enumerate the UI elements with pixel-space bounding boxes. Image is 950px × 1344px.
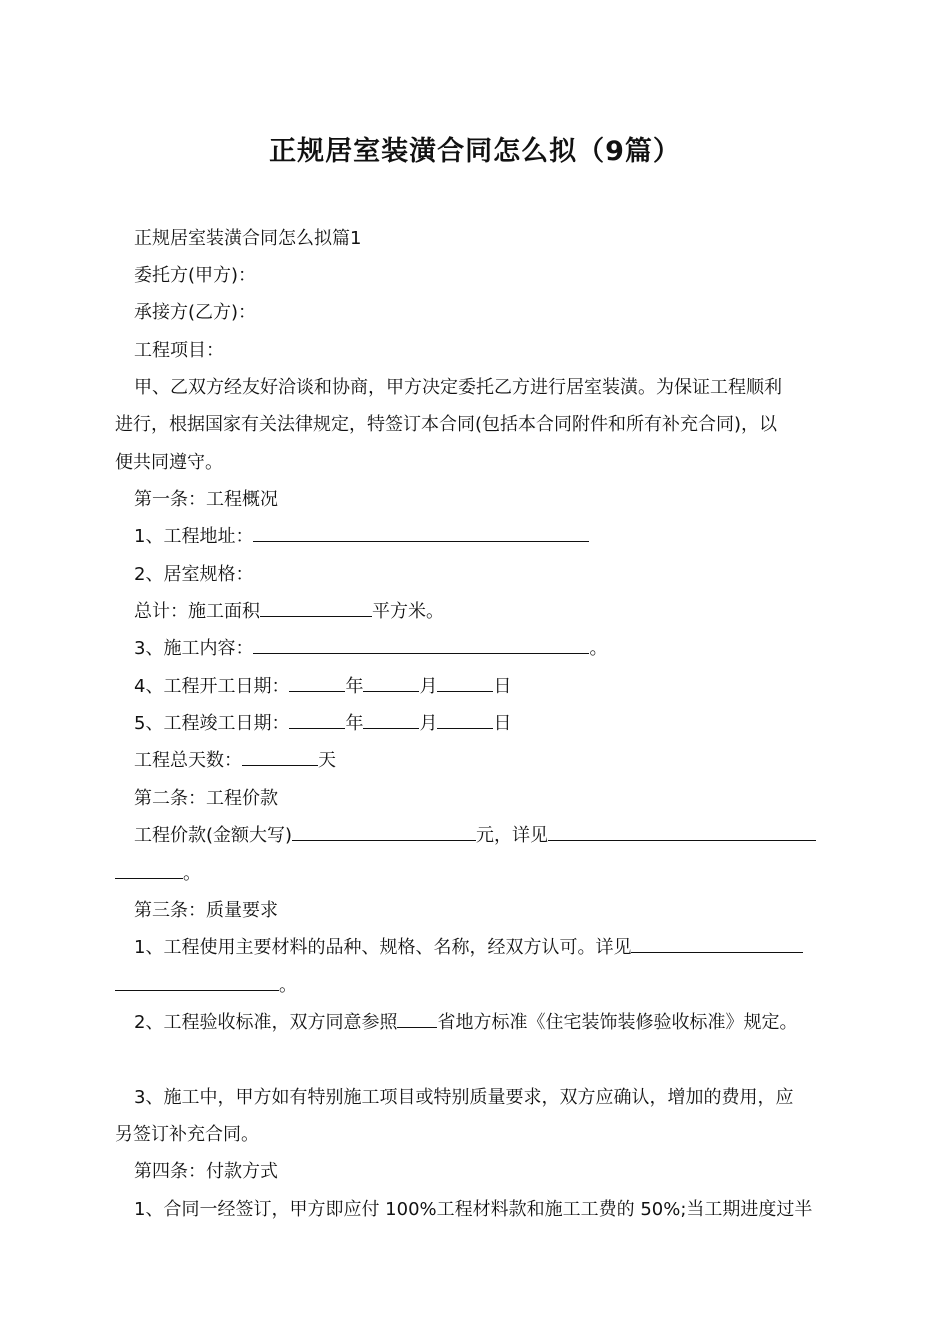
price-label: 工程价款(金额大写) — [134, 825, 293, 846]
price-detail-blank — [548, 823, 816, 841]
article-1-heading: 第一条：工程概况 — [134, 489, 278, 510]
start-date-line — [134, 674, 511, 700]
materials-line-continued — [115, 973, 297, 999]
end-year-blank — [289, 711, 345, 729]
day-label: 日 — [493, 676, 512, 697]
start-year-blank — [289, 674, 345, 692]
month-label: 月 — [419, 713, 438, 734]
area-blank — [260, 599, 372, 617]
total-area-label: 总计：施工面积 — [134, 601, 260, 622]
total-days-line — [134, 748, 336, 774]
province-blank — [397, 1010, 437, 1028]
materials-text: 1、工程使用主要材料的品种、规格、名称，经双方认可。详见 — [134, 937, 632, 958]
work-content-line — [134, 636, 607, 662]
address-blank — [253, 524, 589, 542]
intro-paragraph-line-3: 便共同遵守。 — [115, 452, 223, 473]
price-detail-blank-continued — [115, 861, 183, 879]
end-date-line — [134, 711, 511, 737]
section-heading: 正规居室装潢合同怎么拟篇1 — [134, 228, 362, 249]
end-month-blank — [363, 711, 419, 729]
total-area-line — [134, 599, 444, 625]
article-2-heading: 第二条：工程价款 — [134, 788, 278, 809]
start-date-label: 4、工程开工日期： — [134, 676, 290, 697]
materials-end: 。 — [279, 975, 297, 996]
price-amount-blank — [292, 823, 476, 841]
special-items-line-2: 另签订补充合同。 — [115, 1124, 259, 1145]
intro-paragraph-line-2: 进行，根据国家有关法律规定，特签订本合同(包括本合同附件和所有补充合同)，以 — [115, 414, 778, 435]
materials-line — [134, 935, 803, 961]
start-month-blank — [363, 674, 419, 692]
price-see: 元，详见 — [476, 825, 549, 846]
end-date-label: 5、工程竣工日期： — [134, 713, 290, 734]
acceptance-text-2: 省地方标准《住宅装饰装修验收标准》规定。 — [437, 1012, 798, 1033]
total-days-label: 工程总天数： — [134, 750, 242, 771]
price-end: 。 — [183, 863, 201, 884]
room-spec-line: 2、居室规格： — [134, 564, 254, 585]
area-unit: 平方米。 — [372, 601, 444, 622]
project-line: 工程项目： — [134, 340, 224, 361]
day-label: 日 — [493, 713, 512, 734]
intro-paragraph-line-1: 甲、乙双方经友好洽谈和协商，甲方决定委托乙方进行居室装潢。为保证工程顺利 — [134, 377, 782, 398]
address-label: 1、工程地址： — [134, 526, 254, 547]
price-line — [134, 823, 816, 849]
special-items-line-1: 3、施工中，甲方如有特别施工项目或特别质量要求，双方应确认，增加的费用，应 — [134, 1087, 794, 1108]
month-label: 月 — [419, 676, 438, 697]
year-label: 年 — [345, 676, 364, 697]
acceptance-standard-line — [134, 1010, 797, 1036]
address-line — [134, 524, 589, 550]
work-content-label: 3、施工内容： — [134, 638, 254, 659]
work-content-blank — [253, 636, 589, 654]
document-title: 正规居室装潢合同怎么拟（9篇） — [269, 136, 681, 167]
acceptance-text-1: 2、工程验收标准，双方同意参照 — [134, 1012, 398, 1033]
payment-line-1: 1、合同一经签订，甲方即应付 100%工程材料款和施工工费的 50%;当工期进度过半 — [134, 1199, 813, 1220]
year-label: 年 — [345, 713, 364, 734]
party-b-line: 承接方(乙方)： — [134, 302, 257, 323]
total-days-blank — [242, 748, 318, 766]
end-day-blank — [437, 711, 493, 729]
materials-blank — [631, 935, 803, 953]
start-day-blank — [437, 674, 493, 692]
materials-blank-continued — [115, 973, 279, 991]
article-3-heading: 第三条：质量要求 — [134, 900, 278, 921]
days-unit: 天 — [318, 750, 336, 771]
party-a-line: 委托方(甲方)： — [134, 265, 257, 286]
work-content-end: 。 — [589, 638, 608, 659]
price-line-continued — [115, 861, 201, 887]
article-4-heading: 第四条：付款方式 — [134, 1161, 278, 1182]
